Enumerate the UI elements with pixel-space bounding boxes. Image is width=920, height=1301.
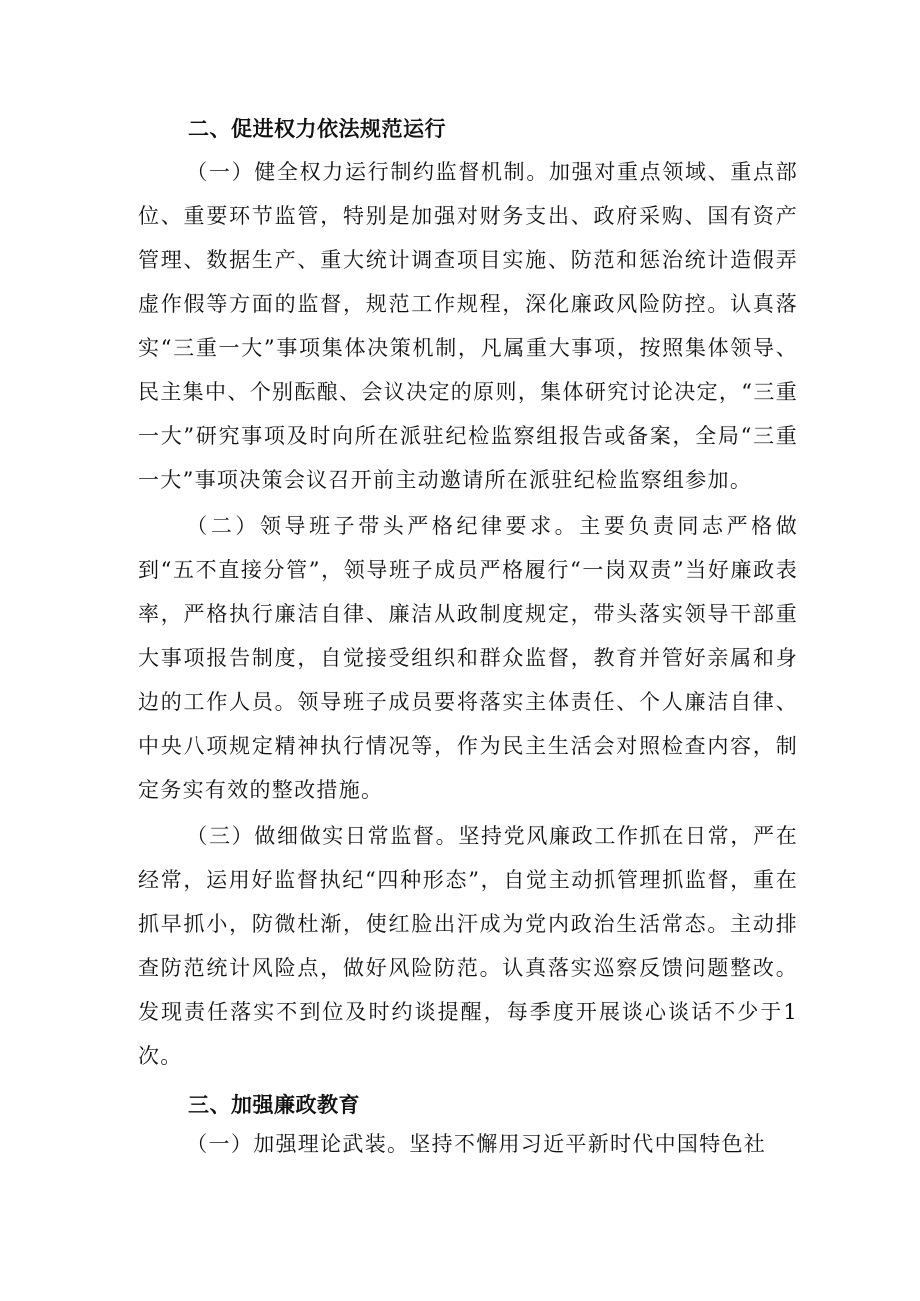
- paragraph-2-1: （一）健全权力运行制约监督机制。加强对重点领域、重点部位、重要环节监管，特别是加强对财务支出、政府采购、国有资产管理、数据生产、重大统计调查项目实施、防范和惩治统计造假弄虚作假等方面的监督，规范工作规程，深化廉政风险防控。认真落实“三重一大”事项集体决策机制，凡属重大事项，按照集体领导、民主集中、个别酝酿、会议决定的原则，集体研究讨论决定，“三重一大”研究事项及时向所在派驻纪检监察组报告或备案，全局“三重一大”事项决策会议召开前主动邀请所在派驻纪检监察组参加。: [138, 160, 798, 492]
- paragraph-2-2: （二）领导班子带头严格纪律要求。主要负责同志严格做到“五不直接分管”，领导班子成员严格履行“一岗双责”当好廉政表率，严格执行廉洁自律、廉洁从政制度规定，带头落实领导干部重大事项报告制度，自觉接受组织和群众监督，教育并管好亲属和身边的工作人员。领导班子成员要将落实主体责任、个人廉洁自律、中央八项规定精神执行情况等，作为民主生活会对照检查内容，制定务实有效的整改措施。: [138, 514, 798, 802]
- paragraph-2-3: （三）做细做实日常监督。坚持党风廉政工作抓在日常，严在经常，运用好监督执纪“四种形态”，自觉主动抓管理抓监督，重在抓早抓小，防微杜渐，使红脸出汗成为党内政治生活常态。主动排查防范统计风险点，做好风险防范。认真落实巡察反馈问题整改。发现责任落实不到位及时约谈提醒，每季度开展谈心谈话不少于1次。: [138, 824, 798, 1068]
- section-heading-3: 三、加强廉政教育: [188, 1093, 360, 1117]
- document-body: [138, 114, 798, 1166]
- section-heading-2: 二、促进权力依法规范运行: [188, 117, 446, 141]
- paragraph-3-1: （一）加强理论武装。坚持不懈用习近平新时代中国特色社: [186, 1132, 767, 1156]
